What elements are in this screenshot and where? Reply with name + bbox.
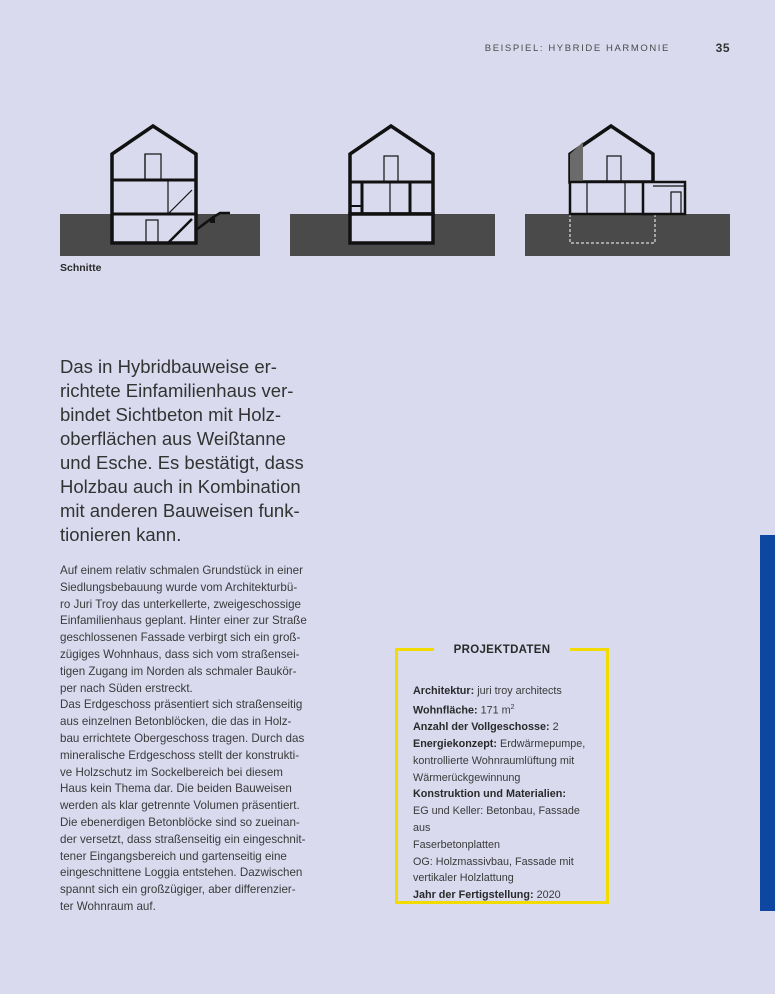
blue-accent-bar bbox=[760, 535, 775, 911]
house-outline bbox=[112, 126, 196, 243]
page-number: 35 bbox=[715, 41, 730, 55]
energy-value-2: kontrollierte Wohnraumlüftung mit bbox=[413, 754, 575, 767]
area-unit-superscript: 2 bbox=[510, 703, 515, 711]
energy-label: Energiekonzept: bbox=[413, 737, 497, 750]
year-label: Jahr der Fertigstellung: bbox=[413, 889, 534, 902]
project-row-construction bbox=[413, 786, 598, 803]
construction-line-3: OG: Holzmassivbau, Fassade mit bbox=[413, 855, 574, 868]
floors-label: Anzahl der Vollgeschosse: bbox=[413, 721, 550, 734]
section-drawing-2 bbox=[290, 110, 495, 260]
construction-line-1: EG und Keller: Betonbau, Fassade aus bbox=[413, 805, 580, 834]
project-data-box bbox=[395, 644, 609, 904]
figure-caption: Schnitte bbox=[60, 262, 102, 274]
section-drawings bbox=[0, 110, 775, 270]
project-row-area bbox=[413, 700, 598, 719]
architect-label: Architektur: bbox=[413, 685, 475, 697]
section-drawing-3 bbox=[525, 110, 730, 260]
area-label: Wohnfläche: bbox=[413, 704, 478, 717]
project-row-energy bbox=[413, 736, 598, 753]
project-row-year bbox=[413, 887, 598, 904]
header-title: BEISPIEL: HYBRIDE HARMONIE bbox=[484, 43, 670, 54]
body-paragraph: Auf einem relativ schmalen Grundstück in einer Siedlungsbebauung wurde vom Architekturbü- ro Juri Troy das unterkellerte, zweigeschossige Einfamilienhaus geplant. Hinter einer zur Straße geschlossenen Fassade verbirgt sich ein groß- zügiges Wohnhaus, dass sich vom straßensei- tigen Zugang im Norden als schmaler Baukör- per nach Süden erstreckt. Das Erdgeschoss präsentiert sich straßenseitig aus einzelnen Betonblöcken, die das in Holz- bau errichtete Obergeschoss tragen. Durch das mineralische Erdgeschoss stellt der konstrukti- ve Holzschutz im Sockelbereich bei diesem Haus kein Thema dar. Die beiden Bauweisen werden als klar getrennte Volumen präsentiert. Die ebenerdigen Betonblöcke sind so zueinan- der versetzt, dass straßenseitig ein eingeschnit- tener Eingangsbereich und gartenseitig eine eingeschnittene Loggia entstehen. Dazwischen spannt sich ein großzügiger, aber differenzier- ter Wohnraum auf. bbox=[60, 564, 307, 913]
project-row-floors bbox=[413, 719, 598, 736]
basement-outline bbox=[350, 214, 433, 243]
area-value: 171 m bbox=[480, 704, 511, 717]
construction-line-2: Faserbetonplatten bbox=[413, 838, 501, 851]
floors-value: 2 bbox=[552, 721, 559, 734]
energy-value-3: Wärmerückgewinnung bbox=[413, 771, 521, 784]
year-value: 2020 bbox=[536, 889, 561, 902]
architect-value: juri troy architects bbox=[477, 685, 562, 697]
lead-paragraph: Das in Hybridbauweise er- richtete Einfamilienhaus ver- bindet Sichtbeton mit Holz- oberflächen aus Weißtanne und Esche. Es bestätigt, dass Holzbau auch in Kombination mit anderen Bauweisen funk- tionieren kann. bbox=[60, 356, 304, 545]
project-data-list bbox=[413, 683, 598, 904]
project-row-architect bbox=[413, 683, 598, 700]
construction-label: Konstruktion und Materialien: bbox=[413, 788, 566, 801]
energy-value-1: Erdwärmepumpe, bbox=[500, 737, 586, 750]
construction-line-4: vertikaler Holzlattung bbox=[413, 872, 514, 885]
project-heading: PROJEKTDATEN bbox=[434, 641, 571, 659]
section-drawing-1 bbox=[60, 110, 260, 260]
